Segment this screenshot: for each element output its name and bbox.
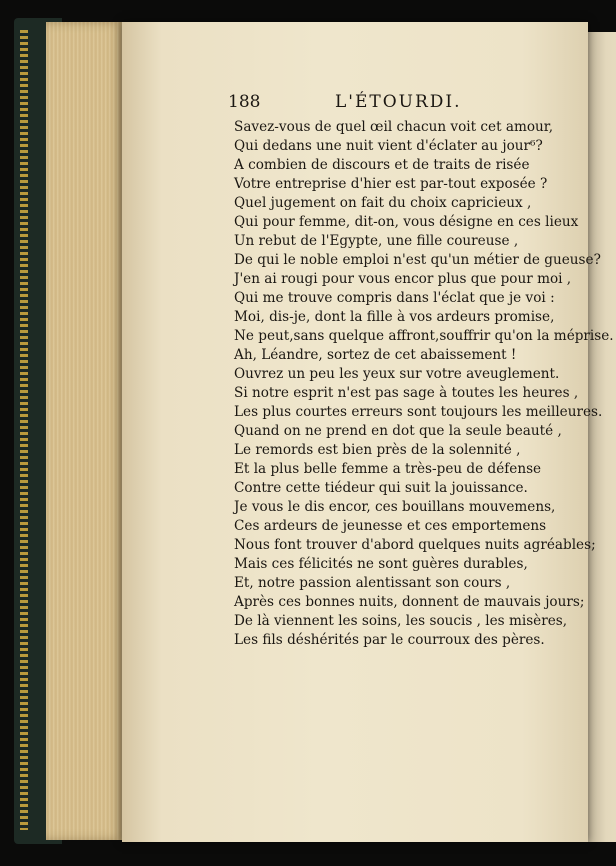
verse-text (234, 118, 614, 650)
page-number: 188 (228, 92, 261, 112)
verse-line: Ne peut,sans quelque affront,souffrir qu'on la méprise. (234, 328, 614, 345)
verse-line: Qui pour femme, dit-on, vous désigne en ces lieux (234, 214, 579, 231)
verse-line: Quand on ne prend en dot que la seule beauté , (234, 423, 562, 440)
verse-line: Qui me trouve compris dans l'éclat que je voi : (234, 290, 555, 307)
verse-line: Contre cette tiédeur qui suit la jouissance. (234, 480, 528, 497)
page-header (228, 92, 462, 116)
verse-line: Les plus courtes erreurs sont toujours les meilleures. (234, 404, 603, 421)
verse-line: De qui le noble emploi n'est qu'un métier de gueuse? (234, 252, 601, 269)
verse-line: Nous font trouver d'abord quelques nuits agréables; (234, 537, 596, 554)
page-edges (46, 22, 124, 840)
running-title: L'ÉTOURDI. (335, 92, 462, 112)
verse-line: Je vous le dis encor, ces bouillans mouvemens, (234, 499, 556, 516)
verse-line: Et, notre passion alentissant son cours , (234, 575, 511, 592)
verse-line: J'en ai rougi pour vous encor plus que pour moi , (234, 271, 572, 288)
verse-line: Après ces bonnes nuits, donnent de mauvais jours; (234, 594, 585, 611)
verse-line: Les fils déshérités par le courroux des pères. (234, 632, 545, 649)
gilt-spine-edge (20, 30, 28, 830)
verse-line: Et la plus belle femme a très-peu de défense (234, 461, 542, 478)
verse-line: A combien de discours et de traits de risée (234, 157, 530, 174)
verse-line: Si notre esprit n'est pas sage à toutes les heures , (234, 385, 579, 402)
verse-line: Le remords est bien près de la solennité , (234, 442, 521, 459)
verse-line: Un rebut de l'Egypte, une fille coureuse , (234, 233, 519, 250)
verse-line: Ces ardeurs de jeunesse et ces emportemens (234, 518, 547, 535)
verse-line: Mais ces félicités ne sont guères durables, (234, 556, 528, 573)
verse-line: Votre entreprise d'hier est par-tout exposée ? (234, 176, 548, 193)
verse-line: Moi, dis-je, dont la fille à vos ardeurs promise, (234, 309, 555, 326)
verse-line: Quel jugement on fait du choix capricieux , (234, 195, 532, 212)
verse-line: Ouvrez un peu les yeux sur votre aveuglement. (234, 366, 560, 383)
verse-line: Qui dedans une nuit vient d'éclater au jour⁶? (234, 138, 543, 155)
verse-line: Savez-vous de quel œil chacun voit cet amour, (234, 119, 554, 135)
verse-line: Ah, Léandre, sortez de cet abaissement ! (234, 347, 517, 364)
verse-line: De là viennent les soins, les soucis , les misères, (234, 613, 568, 630)
